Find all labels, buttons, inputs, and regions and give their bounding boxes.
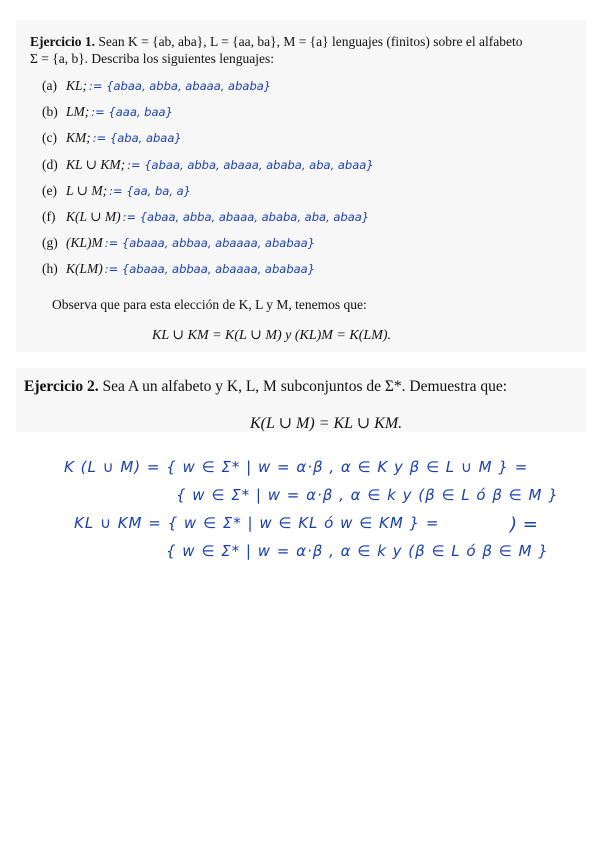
item-handwritten-answer: := {abaa, abba, abaaa, ababa}: [89, 79, 272, 93]
exercise-1-item: [42, 235, 315, 251]
exercise-1-item: [42, 104, 173, 120]
item-label: (h): [42, 261, 58, 277]
exercise-1-item: [42, 78, 271, 94]
item-expression: K(LM): [66, 261, 103, 277]
item-label: (a): [42, 78, 57, 93]
item-handwritten-answer: := {abaaa, abbaa, abaaaa, ababaa}: [104, 262, 316, 277]
item-expression: LM;: [66, 104, 90, 120]
exercise-1-item: [42, 209, 369, 225]
item-handwritten-answer: := {aba, abaa}: [92, 131, 182, 146]
exercise-1-heading: Ejercicio 1.: [30, 34, 95, 49]
exercise-1-item: [42, 130, 182, 146]
handwriting-line-4: { w ∈ Σ* | w = α·β , α ∈ k y (β ∈ L ó β ∈ M }: [166, 542, 549, 560]
item-expression: KL;: [66, 78, 88, 93]
handwriting-line-1: K (L ∪ M) = { w ∈ Σ* | w = α·β , α ∈ K y β ∈ L ∪ M } =: [64, 458, 529, 476]
exercise-1-intro-line1: Sean K = {ab, aba}, L = {aa, ba}, M = {a} lenguajes (finitos) sobre el alfabeto: [98, 34, 523, 49]
item-expression: KL ∪ KM;: [66, 156, 126, 172]
handwriting-bracket: ) =: [510, 514, 538, 535]
exercise-1-intro-line2: Σ = {a, b}. Describa los siguientes lenguajes:: [30, 51, 275, 66]
exercise-1-item: [42, 261, 315, 277]
item-handwritten-answer: := {aaa, baa}: [91, 105, 173, 120]
handwriting-line-3: KL ∪ KM = { w ∈ Σ* | w ∈ KL ó w ∈ KM } =: [74, 514, 440, 532]
exercise-1-item: [42, 157, 374, 173]
item-expression: (KL)M: [66, 235, 103, 251]
exercise-2-heading: Ejercicio 2.: [24, 378, 99, 395]
item-label: (d): [42, 156, 58, 172]
exercise-1-formula: KL ∪ KM = K(L ∪ M) y (KL)M = K(LM).: [152, 328, 392, 343]
exercise-1-intro: [30, 34, 522, 50]
exercise-1-item: [42, 183, 191, 199]
item-label: (g): [42, 235, 58, 251]
exercise-2-statement: Sea A un alfabeto y K, L, M subconjuntos de Σ*. Demuestra que:: [102, 378, 508, 395]
item-label: (e): [42, 182, 57, 198]
handwriting-line-2: { w ∈ Σ* | w = α·β , α ∈ k y (β ∈ L ó β ∈ M }: [176, 486, 559, 504]
item-handwritten-answer: := {aa, ba, a}: [109, 183, 191, 198]
item-handwritten-answer: := {abaaa, abbaa, abaaaa, ababaa}: [104, 236, 316, 251]
item-handwritten-answer: := {abaa, abba, abaaa, ababa, aba, abaa}: [127, 157, 374, 172]
item-label: (f): [42, 209, 56, 224]
item-expression: K(L ∪ M): [66, 209, 121, 224]
item-label: (c): [42, 130, 57, 146]
item-expression: L ∪ M;: [66, 182, 108, 198]
exercise-2-statement-line: [24, 378, 507, 396]
item-expression: KM;: [66, 130, 91, 146]
exercise-2-formula: K(L ∪ M) = KL ∪ KM.: [250, 415, 403, 432]
item-label: (b): [42, 104, 58, 120]
observe-text: Observa que para esta elección de K, L y M, tenemos que:: [52, 297, 367, 312]
item-handwritten-answer: := {abaa, abba, abaaa, ababa, aba, abaa}: [122, 210, 370, 224]
